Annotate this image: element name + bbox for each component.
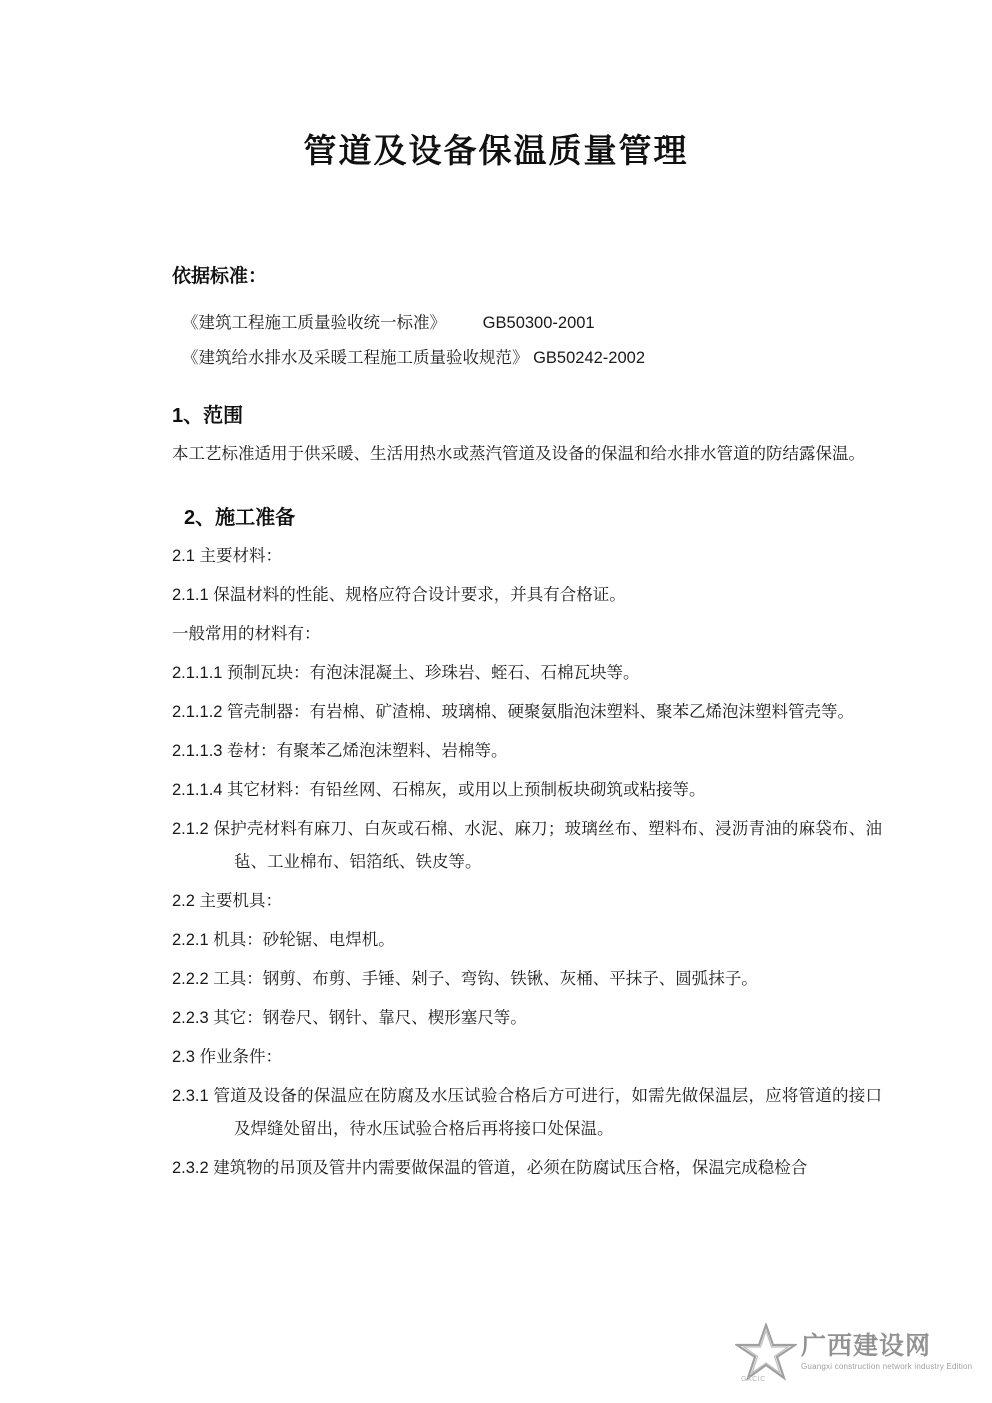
section-2-paragraph-13: 2.3 作业条件： xyxy=(172,1048,283,1067)
watermark-name-cn: 广西建设网 xyxy=(801,1332,932,1361)
section-2-paragraph-12: 2.2.3 其它：钢卷尺、钢针、靠尺、楔形塞尺等。 xyxy=(172,1009,527,1028)
spacer xyxy=(110,477,882,485)
section-2-paragraph-11: 2.2.2 工具：钢剪、布剪、手锤、剁子、弯钩、铁锹、灰桶、平抹子、圆弧抹子。 xyxy=(172,970,758,989)
section-2-paragraph-4: 2.1.1.1 预制瓦块：有泡沫混凝土、珍珠岩、蛭石、石棉瓦块等。 xyxy=(172,664,640,683)
watermark-text xyxy=(797,1332,972,1372)
section-2-heading: 2、施工准备 xyxy=(184,507,296,530)
section-2-paragraph-14: 2.3.1 管道及设备的保温应在防腐及水压试验合格后方可进行，如需先做保温层，应将管道的接口及焊缝处留出，待水压试验合格后再将接口处保温。 xyxy=(172,1087,882,1139)
standard-reference-2: 《建筑给水排水及采暖工程施工质量验收规范》 GB50242-2002 xyxy=(182,348,646,367)
watermark-sub-label: GXCIC xyxy=(741,1376,766,1383)
section-2-paragraph-2: 2.1.1 保温材料的性能、规格应符合设计要求，并具有合格证。 xyxy=(172,586,626,605)
section-2-paragraph-9: 2.2 主要机具： xyxy=(172,892,283,911)
basis-standard-heading: 依据标准： xyxy=(172,265,268,287)
section-2-paragraph-8: 2.1.2 保护壳材料有麻刀、白灰或石棉、水泥、麻刀；玻璃丝布、塑料布、浸沥青油的麻袋布、油毡、工业棉布、铝箔纸、铁皮等。 xyxy=(172,820,882,872)
section-2-paragraph-15: 2.3.2 建筑物的吊顶及管井内需要做保温的管道，必须在防腐试压合格，保温完成稳检合 xyxy=(172,1159,808,1178)
section-2-paragraph-6: 2.1.1.3 卷材：有聚苯乙烯泡沫塑料、岩棉等。 xyxy=(172,742,508,761)
section-2-paragraph-5: 2.1.1.2 管壳制器：有岩棉、矿渣棉、玻璃棉、硬聚氨脂泡沫塑料、聚苯乙烯泡沫塑料管壳等。 xyxy=(172,703,855,722)
section-2-paragraph-7: 2.1.1.4 其它材料：有铅丝网、石棉灰，或用以上预制板块砌筑或粘接等。 xyxy=(172,781,706,800)
title-spacer xyxy=(110,173,882,261)
section-1-heading: 1、范围 xyxy=(172,405,244,428)
star-icon xyxy=(735,1323,797,1381)
section-2-paragraph-3: 一般常用的材料有： xyxy=(172,625,321,644)
section-2-paragraph-10: 2.2.1 机具：砂轮锯、电焊机。 xyxy=(172,931,395,950)
section-2-paragraph-1: 2.1 主要材料： xyxy=(172,547,283,566)
page-title: 管道及设备保温质量管理 xyxy=(303,132,689,169)
section-1-paragraph-1: 本工艺标准适用于供采暖、生活用热水或蒸汽管道及设备的保温和给水排水管道的防结露保温。 xyxy=(172,445,865,464)
watermark xyxy=(735,1319,973,1385)
watermark-name-en: Guangxi construction network industry Edition xyxy=(801,1361,973,1371)
spacer xyxy=(110,375,882,383)
standard-reference-1: 《建筑工程施工质量验收统一标准》 GB50300-2001 xyxy=(182,313,595,332)
